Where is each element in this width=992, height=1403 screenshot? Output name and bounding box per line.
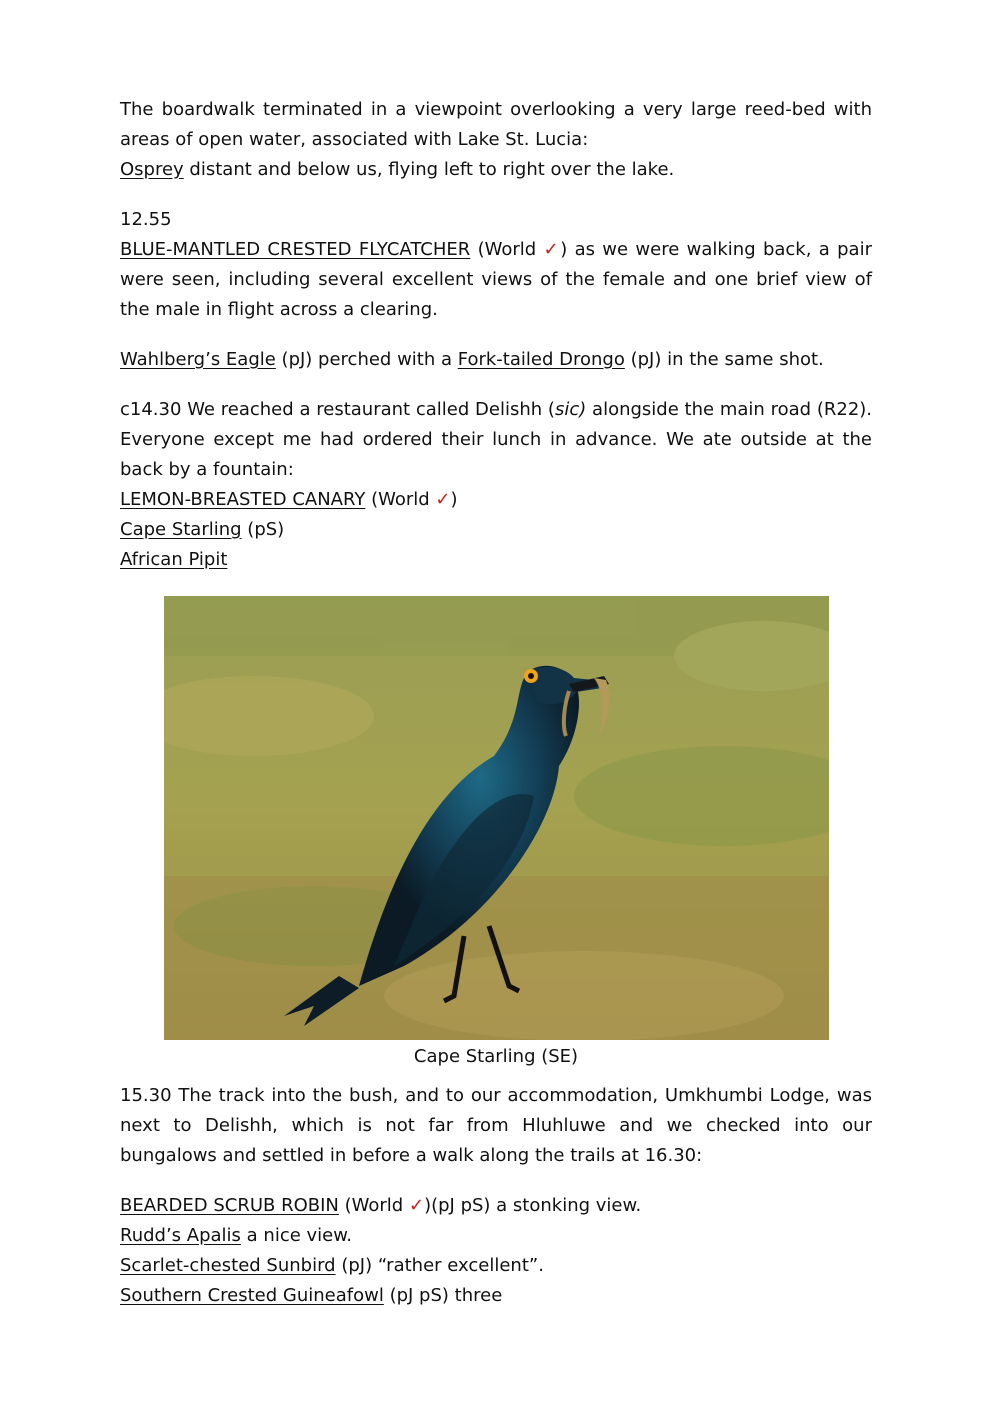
text-block-top bbox=[120, 95, 872, 575]
check-icon: ✓ bbox=[435, 489, 451, 510]
species-african-pipit: African Pipit bbox=[120, 549, 228, 570]
starling-line: Cape Starling (pS) bbox=[120, 519, 285, 540]
apalis-line: Rudd’s Apalis a nice view. bbox=[120, 1225, 353, 1246]
photo-caption: Cape Starling (SE) bbox=[413, 1046, 579, 1067]
canary-line: LEMON-BREASTED CANARY (World ✓) bbox=[120, 489, 458, 510]
eagle-line: Wahlberg’s Eagle (pJ) perched with a Fork-tailed Drongo (pJ) in the same shot. bbox=[120, 349, 824, 370]
species-wahlbergs-eagle: Wahlberg’s Eagle bbox=[120, 349, 276, 370]
time-1255: 12.55 bbox=[120, 209, 172, 230]
osprey-line: Osprey distant and below us, flying left to right over the lake. bbox=[120, 159, 675, 180]
pipit-line bbox=[120, 545, 872, 575]
robin-line: BEARDED SCRUB ROBIN (World ✓)(pJ pS) a stonking view. bbox=[120, 1195, 642, 1216]
species-cape-starling: Cape Starling bbox=[120, 519, 242, 540]
boardwalk-paragraph: The boardwalk terminated in a viewpoint overlooking a very large reed-bed with areas of open water, associated with Lake St. Lucia: bbox=[120, 99, 872, 150]
species-blue-mantled-crested-flycatcher: BLUE-MANTLED CRESTED FLYCATCHER bbox=[120, 239, 471, 260]
check-icon: ✓ bbox=[543, 239, 561, 260]
lunch-paragraph: c14.30 We reached a restaurant called Delishh (sic) alongside the main road (R22). Everyone except me had ordered their lunch in advance. We ate outside at the back by a fountain: bbox=[120, 399, 873, 480]
track-paragraph: 15.30 The track into the bush, and to our accommodation, Umkhumbi Lodge, was next to Delishh, which is not far from Hluhluwe and we checked into our bungalows and settled in before a walk along the trails at 16.30: bbox=[120, 1085, 872, 1166]
species-osprey: Osprey bbox=[120, 159, 184, 180]
sunbird-line: Scarlet-chested Sunbird (pJ) “rather excellent”. bbox=[120, 1255, 544, 1276]
species-scarlet-chested-sunbird: Scarlet-chested Sunbird bbox=[120, 1255, 336, 1276]
species-fork-tailed-drongo: Fork-tailed Drongo bbox=[457, 349, 625, 370]
text-block-bottom bbox=[120, 1081, 872, 1311]
check-icon: ✓ bbox=[408, 1195, 425, 1216]
guineafowl-line: Southern Crested Guineafowl (pJ pS) three bbox=[120, 1285, 503, 1306]
flycatcher-paragraph: BLUE-MANTLED CRESTED FLYCATCHER (World ✓) as we were walking back, a pair were seen, including several excellent views of the female and one brief view of the male in flight across a clearing. bbox=[120, 239, 872, 320]
species-lemon-breasted-canary: LEMON-BREASTED CANARY bbox=[120, 489, 366, 510]
species-southern-crested-guineafowl: Southern Crested Guineafowl bbox=[120, 1285, 384, 1306]
species-rudds-apalis: Rudd’s Apalis bbox=[120, 1225, 241, 1246]
species-bearded-scrub-robin: BEARDED SCRUB ROBIN bbox=[120, 1195, 339, 1216]
cape-starling-photo bbox=[164, 596, 829, 1040]
